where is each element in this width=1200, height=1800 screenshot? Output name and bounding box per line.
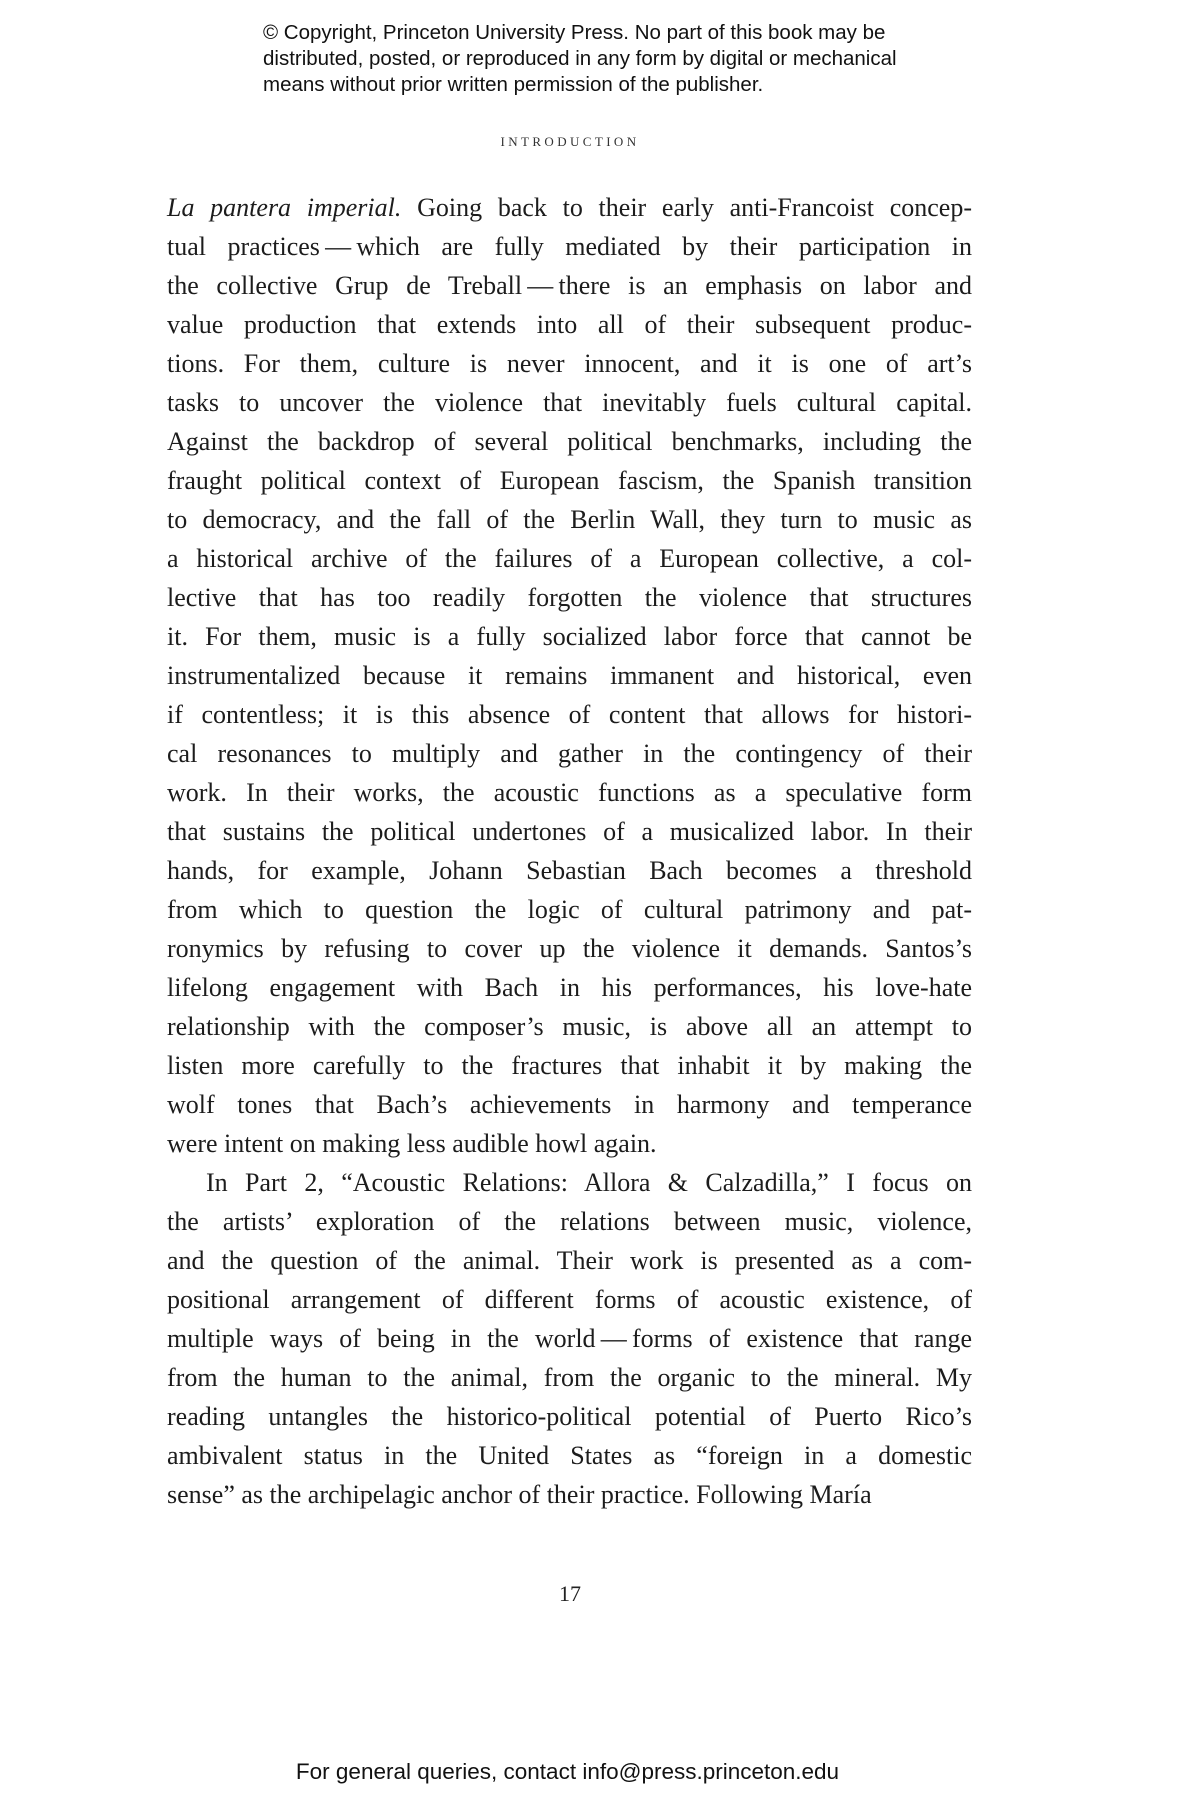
body-line: from which to question the logic of cultural patrimony and pat-	[167, 895, 972, 924]
body-line: a historical archive of the failures of a European collective, a col-	[167, 544, 972, 573]
body-line-text: Going back to their early anti-Francoist concep-	[401, 193, 972, 222]
copyright-line: means without prior written permission of the publisher.	[263, 73, 764, 96]
body-line: to democracy, and the fall of the Berlin Wall, they turn to music as	[167, 505, 972, 534]
body-line: were intent on making less audible howl again.	[167, 1129, 657, 1158]
body-line: tasks to uncover the violence that inevitably fuels cultural capital.	[167, 388, 972, 417]
body-line: tual practices — which are fully mediated by their participation in	[167, 232, 972, 261]
body-line: Against the backdrop of several political benchmarks, including the	[167, 427, 972, 456]
paragraph-2	[167, 1163, 972, 1514]
body-line: from the human to the animal, from the organic to the mineral. My	[167, 1363, 972, 1392]
body-line: positional arrangement of different forms of acoustic existence, of	[167, 1285, 972, 1314]
body-line: ambivalent status in the United States as “foreign in a domestic	[167, 1441, 972, 1470]
body-line: lifelong engagement with Bach in his performances, his love-hate	[167, 973, 972, 1002]
copyright-notice	[263, 20, 983, 98]
page-number: 17	[559, 1581, 581, 1606]
body-line: ronymics by refusing to cover up the violence it demands. Santos’s	[167, 934, 972, 963]
running-head: INTRODUCTION	[500, 134, 640, 149]
body-line: lective that has too readily forgotten the violence that structures	[167, 583, 972, 612]
copyright-line: distributed, posted, or reproduced in any form by digital or mechanical	[263, 47, 897, 70]
body-line: the collective Grup de Treball — there is an emphasis on labor and	[167, 271, 972, 300]
body-line: tions. For them, culture is never innocent, and it is one of art’s	[167, 349, 972, 378]
body-line: relationship with the composer’s music, is above all an attempt to	[167, 1012, 972, 1041]
body-line: wolf tones that Bach’s achievements in harmony and temperance	[167, 1090, 972, 1119]
body-line: work. In their works, the acoustic functions as a speculative form	[167, 778, 972, 807]
body-line: the artists’ exploration of the relations between music, violence,	[167, 1207, 972, 1236]
body-line: fraught political context of European fascism, the Spanish transition	[167, 466, 972, 495]
body-line: if contentless; it is this absence of content that allows for histori-	[167, 700, 972, 729]
body-line: sense” as the archipelagic anchor of their practice. Following María	[167, 1480, 872, 1509]
body-line	[167, 188, 972, 227]
body-line: reading untangles the historico-political potential of Puerto Rico’s	[167, 1402, 972, 1431]
body-text	[167, 188, 972, 1514]
body-line: it. For them, music is a fully socialized labor force that cannot be	[167, 622, 972, 651]
paragraph-1	[167, 227, 972, 1163]
body-line: and the question of the animal. Their work is presented as a com-	[167, 1246, 972, 1275]
body-line: listen more carefully to the fractures that inhabit it by making the	[167, 1051, 972, 1080]
body-line: cal resonances to multiply and gather in the contingency of their	[167, 739, 972, 768]
copyright-line: © Copyright, Princeton University Press. No part of this book may be	[263, 21, 886, 44]
body-line: multiple ways of being in the world — forms of existence that range	[167, 1324, 972, 1353]
book-title-italic: La pantera imperial.	[167, 193, 402, 222]
body-line: In Part 2, “Acoustic Relations: Allora & Calzadilla,” I focus on	[206, 1168, 972, 1197]
footer-contact: For general queries, contact info@press.princeton.edu	[295, 1759, 840, 1784]
body-line: hands, for example, Johann Sebastian Bach becomes a threshold	[167, 856, 972, 885]
body-line: instrumentalized because it remains immanent and historical, even	[167, 661, 972, 690]
body-line: that sustains the political undertones of a musicalized labor. In their	[167, 817, 972, 846]
body-line: value production that extends into all of their subsequent produc-	[167, 310, 972, 339]
